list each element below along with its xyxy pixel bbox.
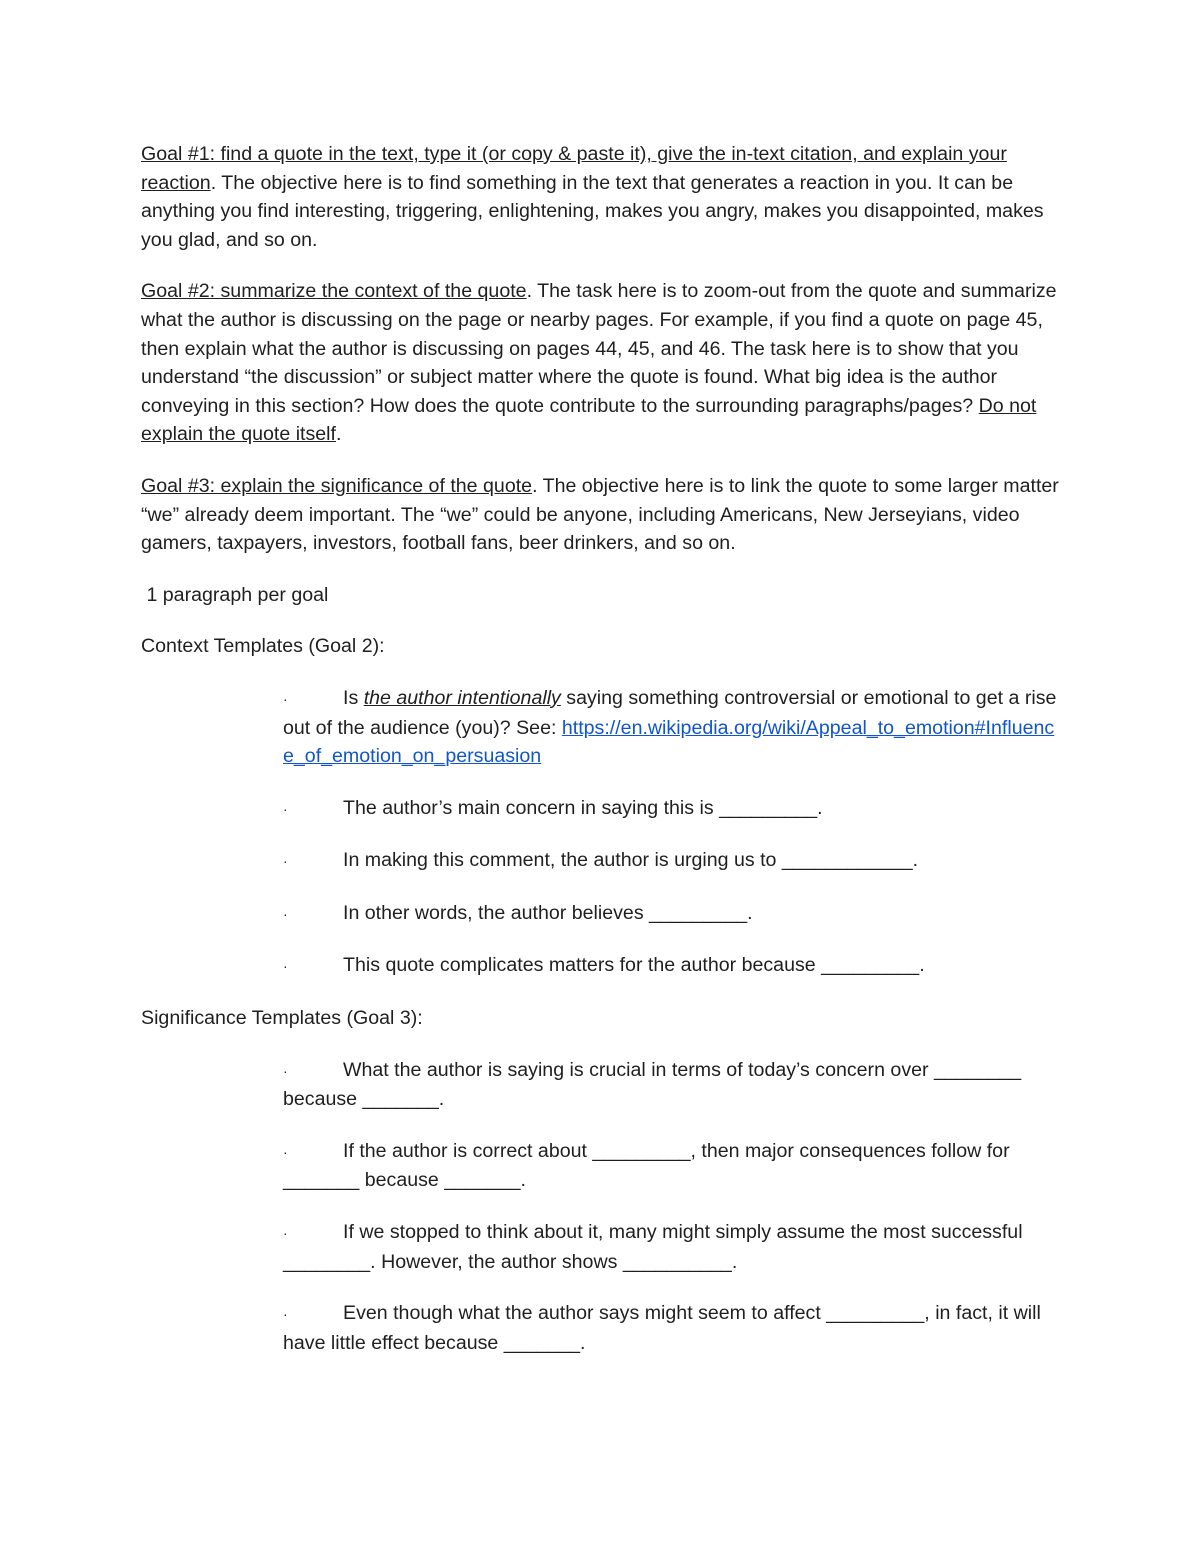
bullet-dot: · bbox=[283, 690, 288, 707]
significance-template-text: What the author is saying is crucial in terms of today’s concern over ________ because _______. bbox=[283, 1058, 1022, 1111]
context-template-text: The author’s main concern in saying this is _________. bbox=[343, 796, 823, 819]
goal-2-note: Do not explain the quote itself bbox=[141, 394, 1037, 446]
context-templates-list bbox=[283, 684, 1059, 981]
context-template-item bbox=[283, 684, 1059, 771]
context-template-item bbox=[283, 846, 1059, 876]
document-body bbox=[141, 140, 1061, 1380]
goal-1-heading: Goal #1: find a quote in the text, type it (or copy & paste it), give the in-text citation, and explain your reaction bbox=[141, 143, 1007, 194]
context-template-text: This quote complicates matters for the author because _________. bbox=[343, 954, 925, 977]
goal-2-body: . The task here is to zoom-out from the quote and summarize what the author is discussing on the page or nearby pages. For example, if you find a quote on page 45, then explain what the author is discussing on pages 44, 45, and 46. The task here is to show that you understand “the discussion” or subject matter where the quote is found. What big idea is the author conveying in this section? How does the quote contribute to the surrounding paragraphs/pages? bbox=[141, 280, 1057, 417]
context-template-item bbox=[283, 951, 1059, 981]
context-templates-title: Context Templates (Goal 2): bbox=[141, 635, 385, 658]
context-first-pre: Is bbox=[343, 686, 364, 709]
goal-2-heading: Goal #2: summarize the context of the quote bbox=[141, 280, 527, 303]
significance-template-text: Even though what the author says might seem to affect _________, in fact, it will have little effect because _______. bbox=[283, 1302, 1041, 1354]
significance-template-text: If we stopped to think about it, many might simply assume the most successful ________. However, the author shows __________. bbox=[283, 1221, 1023, 1273]
significance-template-item bbox=[283, 1218, 1059, 1276]
goal-3-paragraph bbox=[141, 472, 1061, 558]
significance-template-text: If the author is correct about _________, then major consequences follow for _______ because _______. bbox=[283, 1139, 1010, 1192]
goal-3-body: . The objective here is to link the quote to some larger matter “we” already deem important. The “we” could be anyone, including Americans, New Jerseyians, video gamers, taxpayers, investors, football fans, beer drinkers, and so on. bbox=[141, 474, 1059, 555]
goal-2-paragraph bbox=[141, 277, 1061, 449]
wikipedia-link[interactable]: https://en.wikipedia.org/wiki/Appeal_to_emotion#Influence_of_emotion_on_persuasion bbox=[283, 716, 1055, 768]
bullet-dot: · bbox=[283, 1143, 288, 1160]
bullet-dot: · bbox=[283, 1306, 288, 1323]
goal-3-heading: Goal #3: explain the significance of the quote bbox=[141, 474, 533, 497]
bullet-dot: · bbox=[283, 1225, 288, 1242]
goal-1-paragraph bbox=[141, 140, 1061, 254]
bullet-dot: · bbox=[283, 958, 288, 975]
bullet-dot: · bbox=[283, 853, 288, 870]
context-template-item bbox=[283, 794, 1059, 824]
bullet-dot: · bbox=[283, 800, 288, 817]
context-template-text: In making this comment, the author is urging us to ____________. bbox=[343, 849, 919, 872]
significance-templates-title: Significance Templates (Goal 3): bbox=[141, 1007, 423, 1030]
paragraph-note: 1 paragraph per goal bbox=[141, 583, 329, 606]
context-template-text: In other words, the author believes _________. bbox=[343, 901, 753, 924]
context-first-emphasis: the author intentionally bbox=[363, 686, 561, 709]
significance-template-item bbox=[283, 1137, 1059, 1195]
bullet-dot: · bbox=[283, 905, 288, 922]
significance-templates-list bbox=[283, 1056, 1059, 1358]
significance-template-item bbox=[283, 1299, 1059, 1357]
goal-2-end: . bbox=[335, 423, 342, 446]
context-first-post: saying something controversial or emotional to get a rise out of the audience (you)? See: bbox=[283, 686, 1057, 739]
significance-template-item bbox=[283, 1056, 1059, 1114]
goal-1-body: . The objective here is to find something in the text that generates a reaction in you. It can be anything you find interesting, triggering, enlightening, makes you angry, makes you disappointed, makes you glad, and so on. bbox=[141, 171, 1044, 251]
bullet-dot: · bbox=[283, 1062, 288, 1079]
context-template-item bbox=[283, 899, 1059, 929]
